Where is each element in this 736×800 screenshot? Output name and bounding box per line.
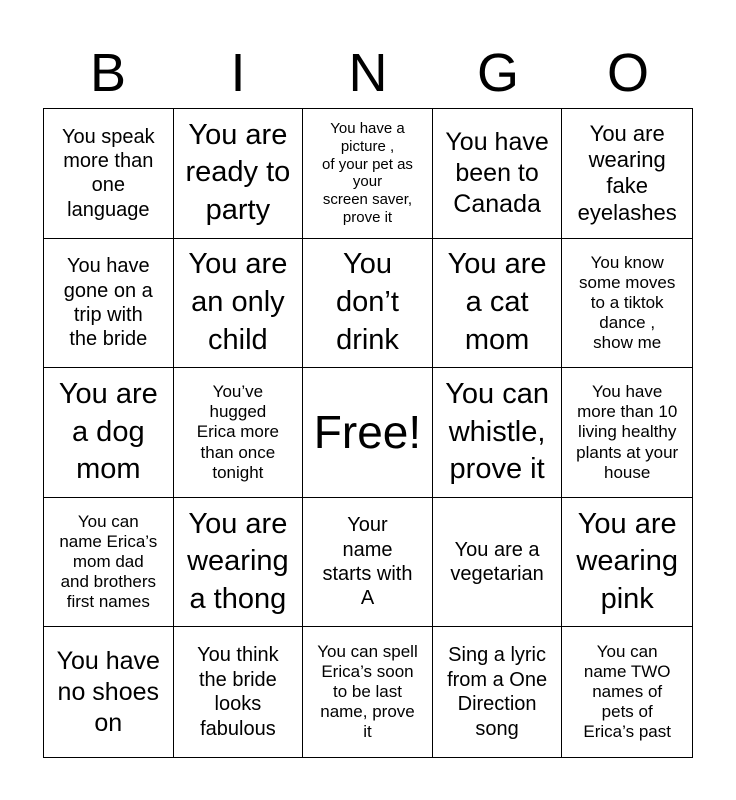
bingo-cell[interactable]: You are a vegetarian bbox=[433, 498, 563, 628]
bingo-cell[interactable]: You think the bride looks fabulous bbox=[174, 627, 304, 757]
bingo-cell[interactable]: You have a picture , of your pet as your screen saver, prove it bbox=[303, 109, 433, 239]
bingo-cell[interactable]: Sing a lyric from a One Direction song bbox=[433, 627, 563, 757]
bingo-cell[interactable]: You are a cat mom bbox=[433, 239, 563, 369]
header-letter-i: I bbox=[230, 43, 246, 103]
bingo-cell[interactable]: You don’t drink bbox=[303, 239, 433, 369]
bingo-cell[interactable]: You have gone on a trip with the bride bbox=[44, 239, 174, 369]
bingo-cell[interactable]: You are wearing a thong bbox=[174, 498, 304, 628]
bingo-cell[interactable]: You are wearing fake eyelashes bbox=[562, 109, 692, 239]
bingo-cell[interactable]: You know some moves to a tiktok dance , show me bbox=[562, 239, 692, 369]
bingo-cell[interactable]: You can name Erica’s mom dad and brothers first names bbox=[44, 498, 174, 628]
bingo-cell[interactable]: You have been to Canada bbox=[433, 109, 563, 239]
bingo-cell[interactable]: You’ve hugged Erica more than once tonight bbox=[174, 368, 304, 498]
header-letter-b: B bbox=[89, 43, 127, 103]
bingo-cell[interactable]: You are ready to party bbox=[174, 109, 304, 239]
bingo-cell[interactable]: Your name starts with A bbox=[303, 498, 433, 628]
bingo-cell[interactable]: You have more than 10 living healthy plants at your house bbox=[562, 368, 692, 498]
bingo-cell[interactable]: You have no shoes on bbox=[44, 627, 174, 757]
bingo-cell[interactable]: You can name TWO names of pets of Erica’s past bbox=[583, 642, 671, 742]
bingo-cell[interactable]: You are an only child bbox=[174, 239, 304, 369]
bingo-board bbox=[43, 108, 693, 758]
header-letter-n: N bbox=[348, 43, 388, 103]
bingo-cell[interactable]: You speak more than one language bbox=[44, 109, 174, 239]
header-letter-g: G bbox=[476, 43, 519, 103]
bingo-cell[interactable]: You can whistle, prove it bbox=[433, 368, 563, 498]
bingo-header bbox=[43, 38, 693, 108]
bingo-cell[interactable]: You are a dog mom bbox=[44, 368, 174, 498]
header-letter-o: O bbox=[606, 43, 649, 103]
free-space-cell[interactable]: Free! bbox=[303, 368, 433, 498]
bingo-cell[interactable]: You are wearing pink bbox=[562, 498, 692, 628]
bingo-cell[interactable]: You can spell Erica’s soon to be last name, prove it bbox=[303, 627, 433, 757]
